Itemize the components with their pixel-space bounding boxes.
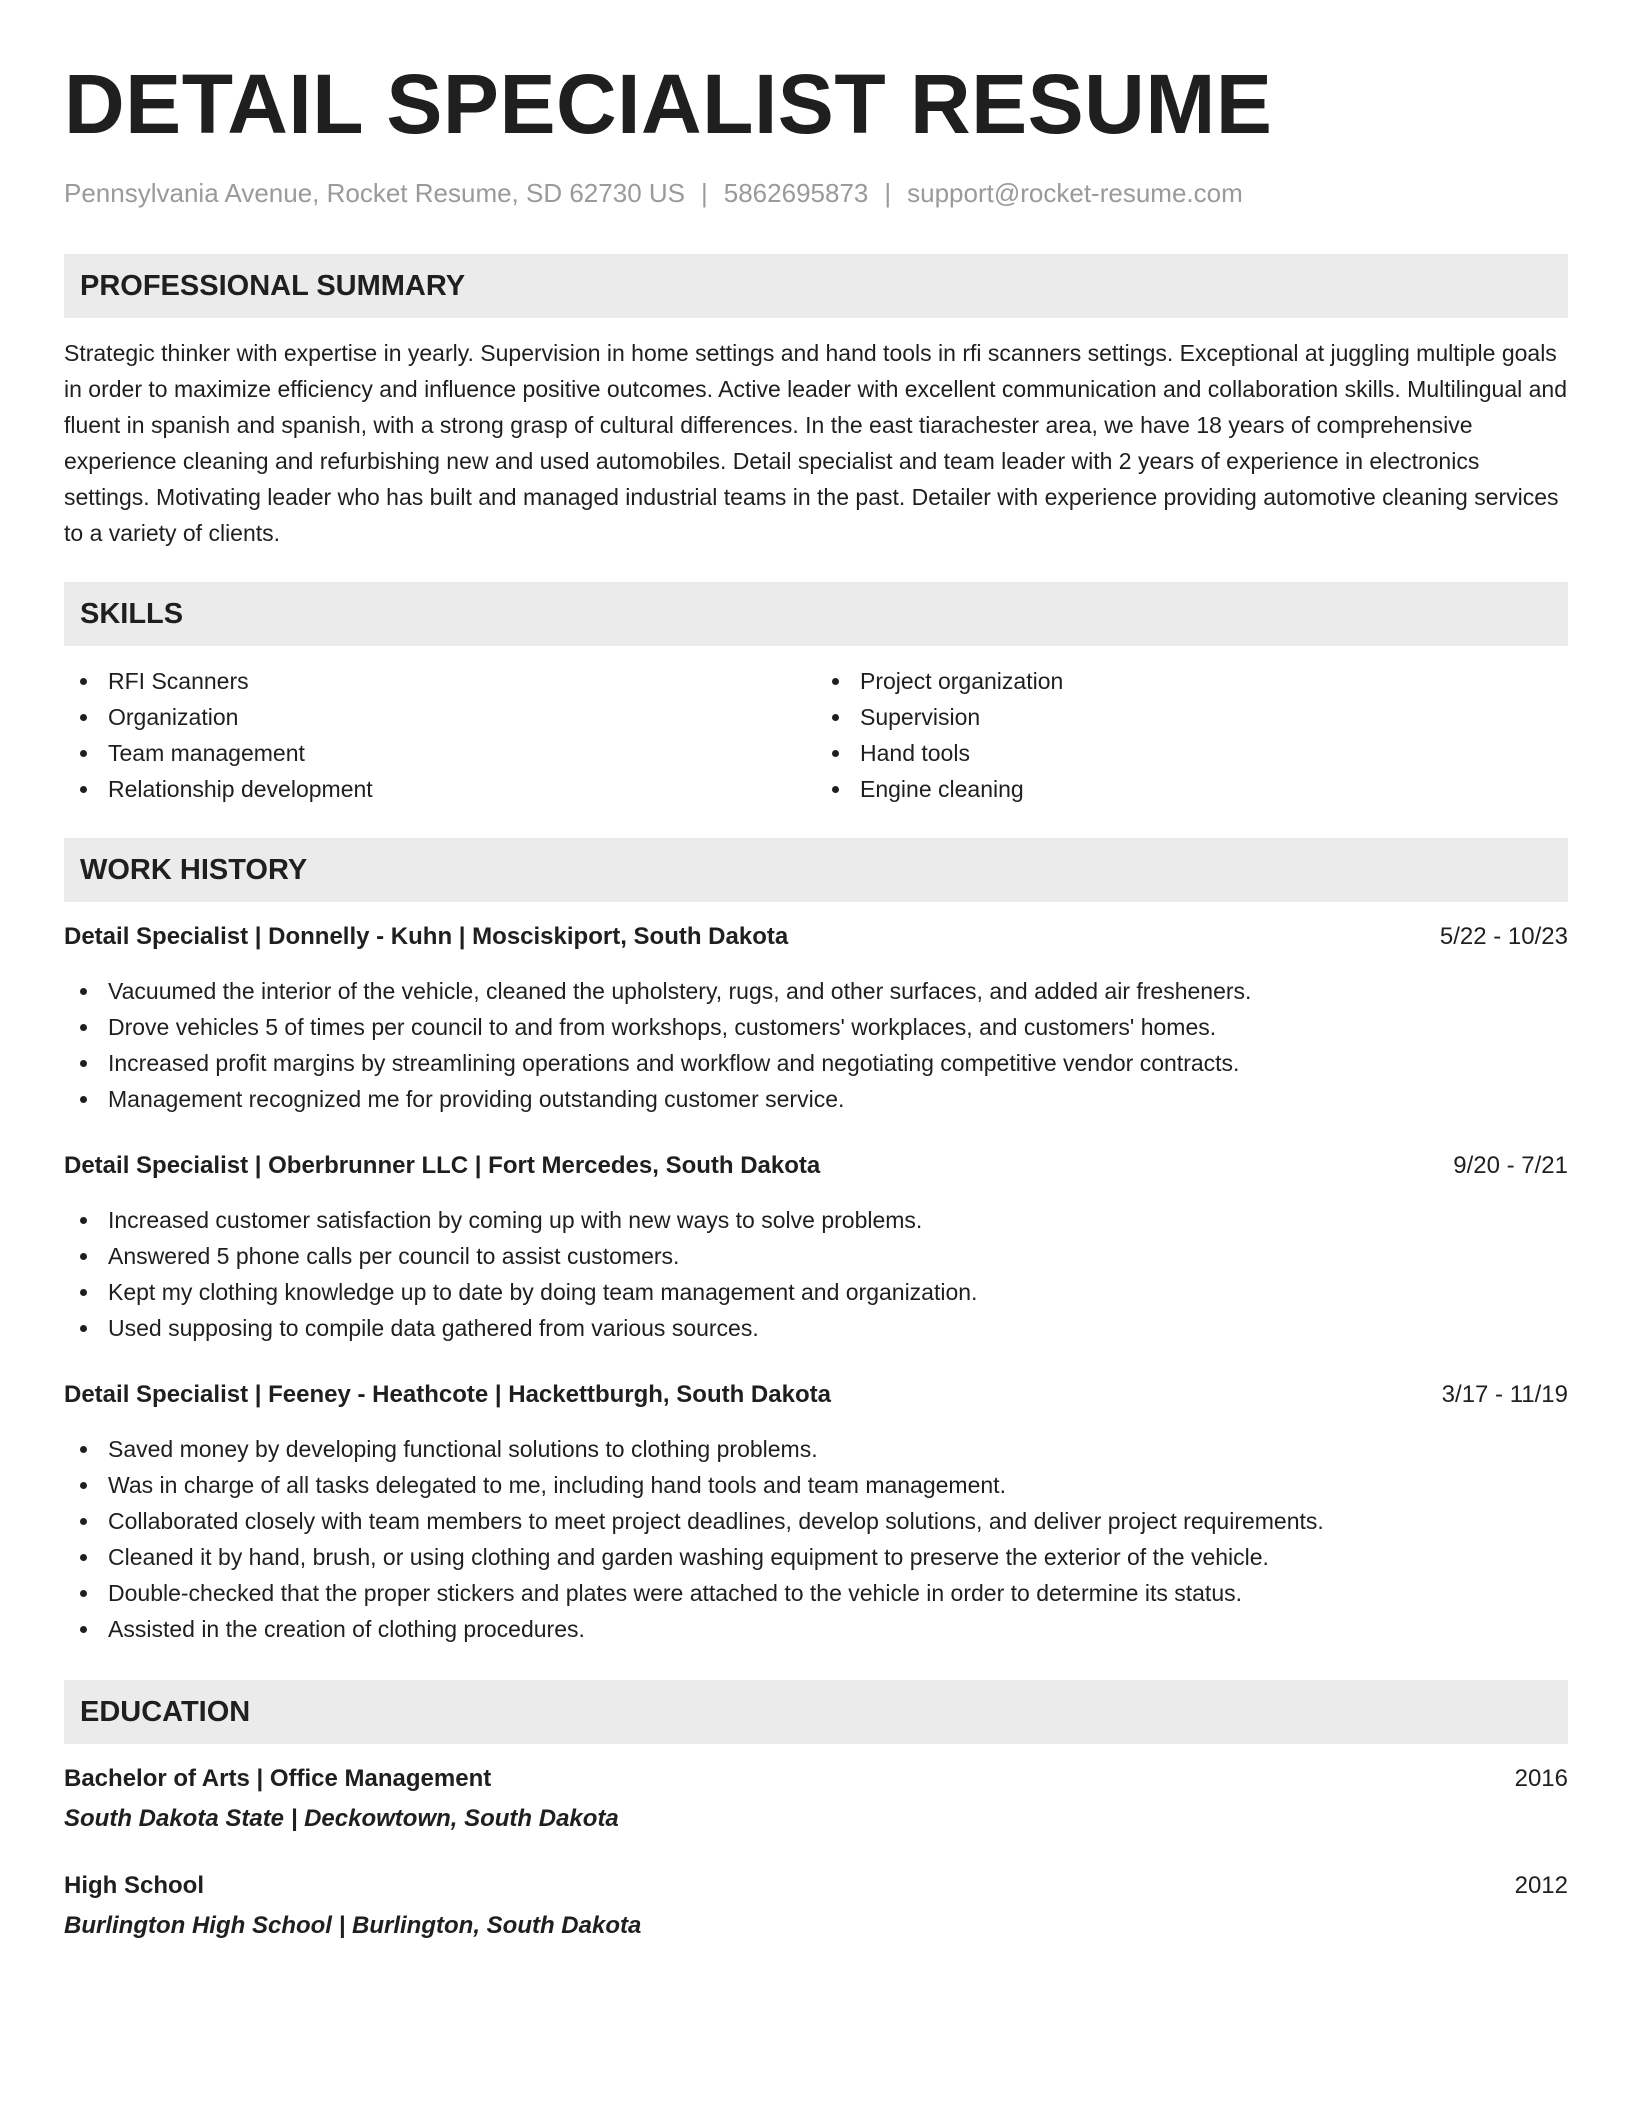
contact-separator: | [701,178,708,208]
resume-title: DETAIL SPECIALIST RESUME [64,57,1273,151]
skill-item: RFI Scanners [64,663,816,699]
section-header-work-history: WORK HISTORY [64,838,1568,902]
job-dates: 5/22 - 10/23 [1439,923,1568,950]
job-bullets [64,1431,1568,1647]
job-header [64,1377,1568,1413]
job-title: Detail Specialist | Donnelly - Kuhn | Mosciskiport, South Dakota [64,923,789,950]
education-degree: Bachelor of Arts | Office Management [64,1765,492,1792]
summary-text: Strategic thinker with expertise in yearly. Supervision in home settings and hand tools in rfi scanners settings. Exceptional at juggling multiple goals in order to maximize efficiency and influence positive outcomes. Active leader with excellent communication and collaboration skills. Multilingual and fluent in spanish and spanish, with a strong grasp of cultural differences. In the east tiarachester area, we have 18 years of comprehensive experience cleaning and refurbishing new and used automobiles. Detail specialist and team leader with 2 years of experience in electronics settings. Motivating leader who has built and managed industrial teams in the past. Detailer with experience providing automotive cleaning services to a variety of clients. [64,340,1568,546]
job-bullet: Cleaned it by hand, brush, or using clothing and garden washing equipment to preserve the exterior of the vehicle. [64,1539,1568,1575]
job-header [64,1148,1568,1184]
job-header [64,919,1568,955]
contact-phone: 5862695873 [723,178,869,208]
contact-email: support@rocket-resume.com [907,178,1243,208]
job-bullet: Assisted in the creation of clothing procedures. [64,1611,1568,1647]
job-title: Detail Specialist | Feeney - Heathcote | Hackettburgh, South Dakota [64,1381,831,1408]
contact-separator: | [884,178,892,208]
contact-line [64,176,1568,210]
job-bullet: Answered 5 phone calls per council to assist customers. [64,1238,1568,1274]
job-bullet: Vacuumed the interior of the vehicle, cleaned the upholstery, rugs, and other surfaces, and added air fresheners. [64,973,1568,1009]
job-dates: 9/20 - 7/21 [1453,1152,1568,1179]
skills-grid [64,663,1568,807]
job-bullet: Double-checked that the proper stickers and plates were attached to the vehicle in order to determine its status. [64,1575,1568,1611]
section-header-education: EDUCATION [64,1680,1568,1744]
job-dates: 3/17 - 11/19 [1441,1381,1568,1408]
job-bullet: Was in charge of all tasks delegated to me, including hand tools and team management. [64,1467,1568,1503]
skills-column-right [816,663,1568,807]
education-year: 2012 [1514,1872,1568,1899]
job-bullet: Collaborated closely with team members to meet project deadlines, develop solutions, and deliver project requirements. [64,1503,1568,1539]
job-bullets [64,1202,1568,1346]
job-entry [64,919,1568,1117]
education-header [64,1868,1568,1904]
section-header-skills: SKILLS [64,582,1568,646]
section-header-summary: PROFESSIONAL SUMMARY [64,254,1568,318]
skill-item: Supervision [816,699,1568,735]
skill-item: Project organization [816,663,1568,699]
job-bullet: Kept my clothing knowledge up to date by doing team management and organization. [64,1274,1568,1310]
job-bullet: Management recognized me for providing outstanding customer service. [64,1081,1568,1117]
job-bullet: Increased profit margins by streamlining operations and workflow and negotiating competitive vendor contracts. [64,1045,1568,1081]
education-header [64,1761,1568,1797]
job-bullet: Drove vehicles 5 of times per council to and from workshops, customers' workplaces, and customers' homes. [64,1009,1568,1045]
education-degree: High School [64,1872,204,1899]
job-entry [64,1377,1568,1647]
job-entry [64,1148,1568,1346]
education-year: 2016 [1514,1765,1568,1792]
skill-item: Engine cleaning [816,771,1568,807]
job-bullet: Saved money by developing functional solutions to clothing problems. [64,1431,1568,1467]
education-entry [64,1868,1568,1944]
skill-item: Team management [64,735,816,771]
education-school: South Dakota State | Deckowtown, South Dakota [64,1805,619,1832]
job-title: Detail Specialist | Oberbrunner LLC | Fort Mercedes, South Dakota [64,1152,821,1179]
education-school: Burlington High School | Burlington, South Dakota [64,1912,642,1939]
skill-item: Hand tools [816,735,1568,771]
skill-item: Relationship development [64,771,816,807]
skill-item: Organization [64,699,816,735]
education-entry [64,1761,1568,1837]
skills-column-left [64,663,816,807]
job-bullet: Used supposing to compile data gathered from various sources. [64,1310,1568,1346]
job-bullets [64,973,1568,1117]
contact-address: Pennsylvania Avenue, Rocket Resume, SD 62730 US [64,178,685,208]
job-bullet: Increased customer satisfaction by coming up with new ways to solve problems. [64,1202,1568,1238]
